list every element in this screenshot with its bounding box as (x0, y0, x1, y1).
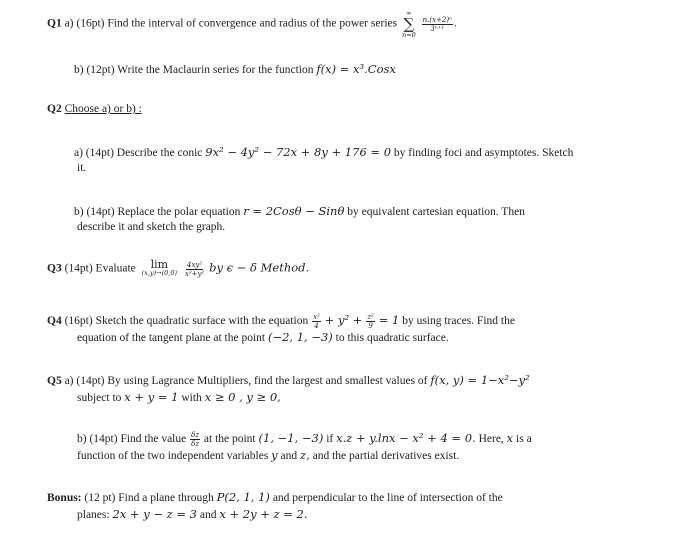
q5-a-subject: subject to (77, 392, 122, 404)
q5-b-text2: at the point (203, 433, 256, 446)
limit-operator (142, 260, 177, 278)
q2-header (47, 102, 142, 117)
bonus-line (47, 490, 503, 506)
q1-b-function: f(x) = x³.Cosx (316, 62, 396, 76)
q2-b-line2 (77, 220, 225, 235)
bonus-text3: planes: (77, 509, 110, 521)
q4-fraction-x-denominator: 4 (314, 322, 319, 330)
q4-fraction-x-numerator: x² (313, 313, 320, 321)
q5-b-point: (1, −1, −3) (258, 431, 324, 446)
q5-b-fraction (190, 431, 200, 448)
q4-line2 (77, 330, 449, 346)
q4-fraction-x (312, 313, 321, 330)
q2-b-text3: describe it and sketch the graph. (77, 221, 226, 233)
q2-b-prefix: b) (14pt) (74, 206, 115, 218)
q4-eq-mid: + y² + (324, 313, 363, 328)
q5-b-fraction-numerator: δz (191, 431, 200, 439)
q4-fraction-z (366, 313, 375, 330)
q3-label: Q3 (47, 262, 62, 275)
q1-b-text: Write the Maclaurin series for the function (117, 64, 314, 76)
q5-b-equation: x.z + y.lnx − x² + 4 = 0. (336, 431, 476, 446)
q5-b-here: Here, (478, 433, 504, 446)
bonus-point: P(2, 1, 1) (216, 490, 270, 504)
bonus-prefix: (12 pt) (84, 492, 116, 504)
q1-b-prefix: b) (12pt) (74, 64, 115, 76)
sum-lower: n=0 (402, 31, 416, 39)
q4-fraction-z-denominator: 9 (368, 322, 373, 330)
q1-a-line (47, 9, 457, 39)
summation-symbol (402, 9, 416, 39)
q2-a-text: Describe the conic (116, 147, 203, 159)
bonus-text2: and perpendicular to the line of intersection of the (272, 492, 503, 504)
q1-b-line (74, 62, 396, 78)
q4-text4: to this quadratic surface. (335, 332, 449, 344)
series-term-denominator: 3ⁿ⁺¹ (430, 24, 445, 33)
q2-b-equation: r = 2Cosθ − Sinθ (243, 204, 345, 218)
q4-point: (−2, 1, −3) (267, 330, 333, 344)
limit-top: lim (150, 258, 169, 271)
q1-a-prefix: a) (16pt) (64, 17, 105, 30)
q2-b-text: Replace the polar equation (117, 206, 241, 218)
bonus-text1: Find a plane through (118, 492, 214, 504)
series-term-numerator: n.(x+2)ⁿ (422, 15, 452, 24)
q2-b-line (74, 204, 525, 220)
q4-line (47, 313, 515, 330)
bonus-label: Bonus: (47, 492, 82, 504)
q4-fraction-z-numerator: z² (367, 313, 374, 321)
q2-a-text3: it. (77, 162, 87, 174)
q4-eq-end: = 1 (378, 313, 400, 328)
q2-label: Q2 (47, 103, 62, 115)
q1-a-text: Find the interval of convergence and radius of the power series (107, 17, 398, 30)
q5-b-fraction-denominator: δz (191, 440, 200, 448)
q5-a-constraint: x + y = 1 (124, 390, 179, 404)
q5-b-isa: is a (516, 433, 532, 446)
q3-fraction (184, 261, 205, 278)
q5-b-text4: and the partial derivatives exist. (312, 450, 460, 462)
q5-b-and: and (280, 450, 298, 462)
q2-b-text2: by equivalent cartesian equation. Then (347, 206, 525, 218)
q2-a-text2: by finding foci and asymptotes. Sketch (393, 147, 574, 159)
q5-a-line (47, 373, 530, 389)
q2-choose: Choose a) or b) : (64, 103, 142, 115)
q3-method: by ϵ − δ Method. (209, 260, 310, 275)
q5-b-y: y (271, 448, 278, 462)
q3-prefix: (14pt) Evaluate (64, 262, 136, 275)
q5-b-line (77, 431, 532, 448)
limit-bottom: (x,y)→(0,0) (141, 269, 178, 277)
q5-b-if: if (326, 433, 334, 446)
sigma-icon: ∑ (403, 15, 415, 33)
q4-text2: by using traces. Find the (402, 315, 515, 328)
bonus-eq2: x + 2y + z = 2. (219, 507, 308, 521)
q5-label: Q5 (47, 375, 62, 387)
q5-a-line2 (77, 390, 281, 406)
q5-a-prefix: a) (14pt) (64, 375, 105, 387)
q5-a-function: f(x, y) = 1−x²−y² (430, 373, 530, 387)
q4-prefix: (16pt) (64, 315, 93, 328)
q5-a-text: By using Lagrance Multipliers, find the largest and smallest values of (107, 375, 428, 387)
q2-a-prefix: a) (14pt) (74, 147, 114, 159)
bonus-line2 (77, 507, 308, 523)
q1-a-end: . (453, 17, 457, 30)
q4-label: Q4 (47, 315, 62, 328)
q3-fraction-denominator: x²+y² (184, 269, 205, 278)
q5-b-z: z, (300, 448, 310, 462)
bonus-eq1: 2x + y − z = 3 (112, 507, 197, 521)
q3-fraction-numerator: 4xy² (187, 260, 203, 269)
q2-a-equation: 9x² − 4y² − 72x + 8y + 176 = 0 (205, 145, 392, 159)
q5-a-with: with (181, 392, 202, 404)
q5-b-x: x (506, 431, 514, 446)
sum-upper: ∞ (406, 9, 412, 17)
q5-b-text3: function of the two independent variables (77, 450, 269, 462)
q2-a-line2 (77, 161, 86, 176)
q5-b-text: Find the value (120, 433, 187, 446)
q3-line (47, 260, 309, 278)
q1-label: Q1 (47, 17, 62, 30)
q5-a-condition: x ≥ 0 , y ≥ 0, (204, 390, 281, 404)
q5-b-prefix: b) (14pt) (77, 433, 118, 446)
q4-text1: Sketch the quadratic surface with the equation (95, 315, 309, 328)
bonus-and: and (199, 509, 217, 521)
series-term (422, 16, 453, 33)
q5-b-line2 (77, 448, 459, 464)
q4-text3: equation of the tangent plane at the point (77, 332, 266, 344)
q2-a-line (74, 145, 573, 161)
